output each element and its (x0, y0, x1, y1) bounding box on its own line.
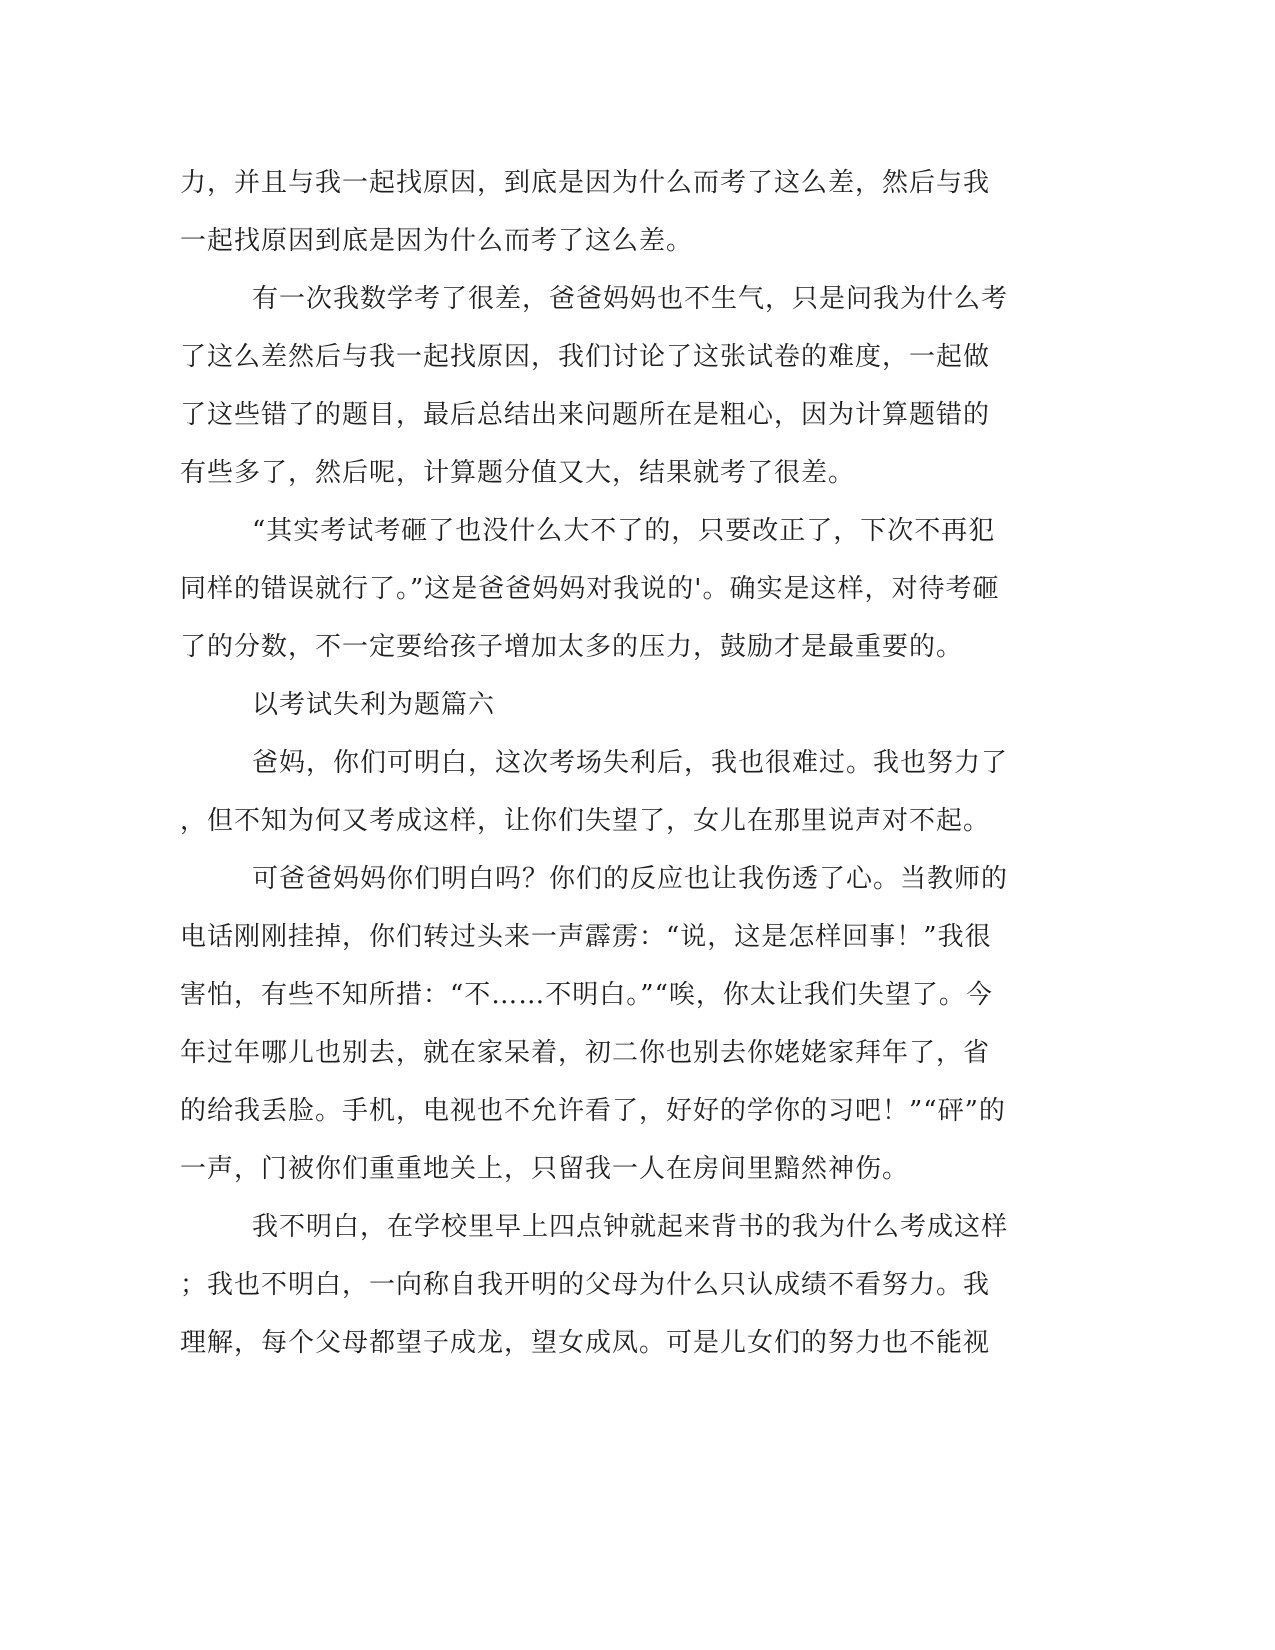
text-line: 年过年哪儿也别去，就在家呆着，初二你也别去你姥姥家拜年了，省 (180, 1038, 991, 1068)
section-heading: 以考试失利为题篇六 (252, 690, 496, 720)
text-line: 一起找原因到底是因为什么而考了这么差。 (180, 226, 694, 256)
text-line: ，但不知为何又考成这样，让你们失望了，女儿在那里说声对不起。 (180, 806, 991, 836)
text-line: ；我也不明白，一向称自我开明的父母为什么只认成绩不看努力。我 (180, 1270, 991, 1300)
text-line: 我不明白，在学校里早上四点钟就起来背书的我为什么考成这样 (252, 1212, 1009, 1242)
text-line: 有一次我数学考了很差，爸爸妈妈也不生气，只是问我为什么考 (252, 284, 1009, 314)
text-line: 电话刚刚挂掉，你们转过头来一声霹雳：“说，这是怎样回事！”我很 (180, 922, 992, 952)
text-line: 有些多了，然后呢，计算题分值又大，结果就考了很差。 (180, 458, 856, 488)
text-line: 力，并且与我一起找原因，到底是因为什么而考了这么差，然后与我 (180, 168, 991, 198)
text-line: “其实考试考砸了也没什么大不了的，只要改正了，下次不再犯 (252, 516, 996, 546)
text-line: 可爸爸妈妈你们明白吗？你们的反应也让我伤透了心。当教师的 (252, 864, 1009, 894)
text-line: 的给我丢脸。手机，电视也不允许看了，好好的学你的习吧！”“砰”的 (180, 1096, 1006, 1126)
text-line: 了这么差然后与我一起找原因，我们讨论了这张试卷的难度，一起做 (180, 342, 991, 372)
text-line: 爸妈，你们可明白，这次考场失利后，我也很难过。我也努力了 (252, 748, 1009, 778)
text-line: 了这些错了的题目，最后总结出来问题所在是粗心，因为计算题错的 (180, 400, 991, 430)
text-line: 同样的错误就行了。”这是爸爸妈妈对我说的'。确实是这样，对待考砸 (180, 574, 1000, 604)
text-line: 了的分数，不一定要给孩子增加太多的压力，鼓励才是最重要的。 (180, 632, 964, 662)
text-line: 一声，门被你们重重地关上，只留我一人在房间里黯然神伤。 (180, 1154, 910, 1184)
text-line: 害怕，有些不知所措：“不……不明白。”“唉，你太让我们失望了。今 (180, 980, 993, 1010)
text-line: 理解，每个父母都望子成龙，望女成凤。可是儿女们的努力也不能视 (180, 1328, 991, 1358)
